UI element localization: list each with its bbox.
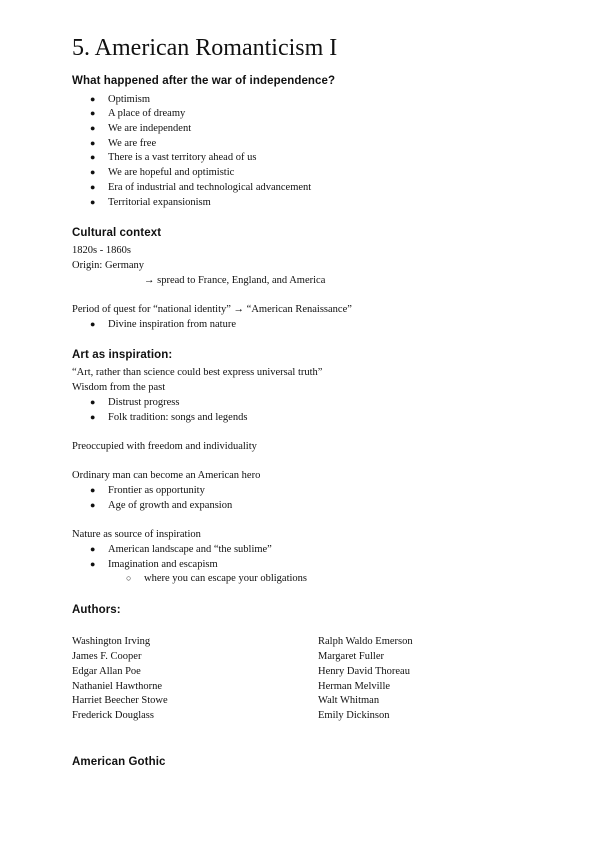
section-heading-authors: Authors: xyxy=(72,604,121,616)
section-heading-art-inspiration: Art as inspiration: xyxy=(72,349,173,361)
section-heading-cultural-context: Cultural context xyxy=(72,227,162,239)
bullet-icon: ● xyxy=(90,152,96,162)
hero-text: Ordinary man can become an American hero xyxy=(72,470,261,481)
period-dates: 1820s - 1860s xyxy=(72,245,131,256)
list-item: Divine inspiration from nature xyxy=(108,319,237,330)
hollow-bullet-icon: ○ xyxy=(126,573,132,583)
bullet-icon: ● xyxy=(90,485,96,495)
bullet-icon: ● xyxy=(90,544,96,554)
author-name: Emily Dickinson xyxy=(318,710,390,721)
wisdom-text: Wisdom from the past xyxy=(72,382,166,393)
section-heading-american-gothic: American Gothic xyxy=(72,756,166,768)
bullet-icon: ● xyxy=(90,412,96,422)
nature-text: Nature as source of inspiration xyxy=(72,529,201,540)
bullet-icon: ● xyxy=(90,108,96,118)
list-item: We are free xyxy=(108,138,157,149)
bullet-icon: ● xyxy=(90,559,96,569)
bullet-icon: ● xyxy=(90,500,96,510)
author-name: Walt Whitman xyxy=(318,695,380,706)
list-item: Distrust progress xyxy=(108,397,180,408)
author-name: Frederick Douglass xyxy=(72,710,154,721)
author-name: Harriet Beecher Stowe xyxy=(72,695,168,706)
list-item: Frontier as opportunity xyxy=(108,485,205,496)
author-name: Washington Irving xyxy=(72,636,151,647)
list-item: A place of dreamy xyxy=(108,108,186,119)
page-title: 5. American Romanticism I xyxy=(72,35,338,61)
freedom-text: Preoccupied with freedom and individuality xyxy=(72,441,257,452)
bullet-icon: ● xyxy=(90,319,96,329)
author-name: Ralph Waldo Emerson xyxy=(318,636,413,647)
author-name: Herman Melville xyxy=(318,681,391,692)
list-item: Optimism xyxy=(108,94,151,105)
author-name: Nathaniel Hawthorne xyxy=(72,681,163,692)
list-item: Imagination and escapism xyxy=(108,559,218,570)
bullet-icon: ● xyxy=(90,397,96,407)
art-quote: “Art, rather than science could best express universal truth” xyxy=(72,367,323,378)
author-name: Edgar Allan Poe xyxy=(72,666,141,677)
bullet-icon: ● xyxy=(90,182,96,192)
list-item: There is a vast territory ahead of us xyxy=(108,152,257,163)
bullet-icon: ● xyxy=(90,167,96,177)
list-item: American landscape and “the sublime” xyxy=(108,544,272,555)
bullet-icon: ● xyxy=(90,138,96,148)
bullet-icon: ● xyxy=(90,197,96,207)
section-heading-after-war: What happened after the war of independence? xyxy=(72,75,336,87)
bullet-icon: ● xyxy=(90,94,96,104)
list-item: Era of industrial and technological advancement xyxy=(108,182,312,193)
list-item: Age of growth and expansion xyxy=(108,500,233,511)
list-item: Folk tradition: songs and legends xyxy=(108,412,248,423)
list-item: Territorial expansionism xyxy=(108,197,211,208)
period-quest-text: Period of quest for “national identity” → “American Renaissance” xyxy=(72,304,352,315)
author-name: Margaret Fuller xyxy=(318,651,384,662)
list-item: We are independent xyxy=(108,123,192,134)
author-name: James F. Cooper xyxy=(72,651,142,662)
list-item: We are hopeful and optimistic xyxy=(108,167,235,178)
author-name: Henry David Thoreau xyxy=(318,666,410,677)
sub-list-item: where you can escape your obligations xyxy=(144,573,307,584)
spread-text: → spread to France, England, and America xyxy=(144,275,326,286)
bullet-icon: ● xyxy=(90,123,96,133)
origin-text: Origin: Germany xyxy=(72,260,145,271)
